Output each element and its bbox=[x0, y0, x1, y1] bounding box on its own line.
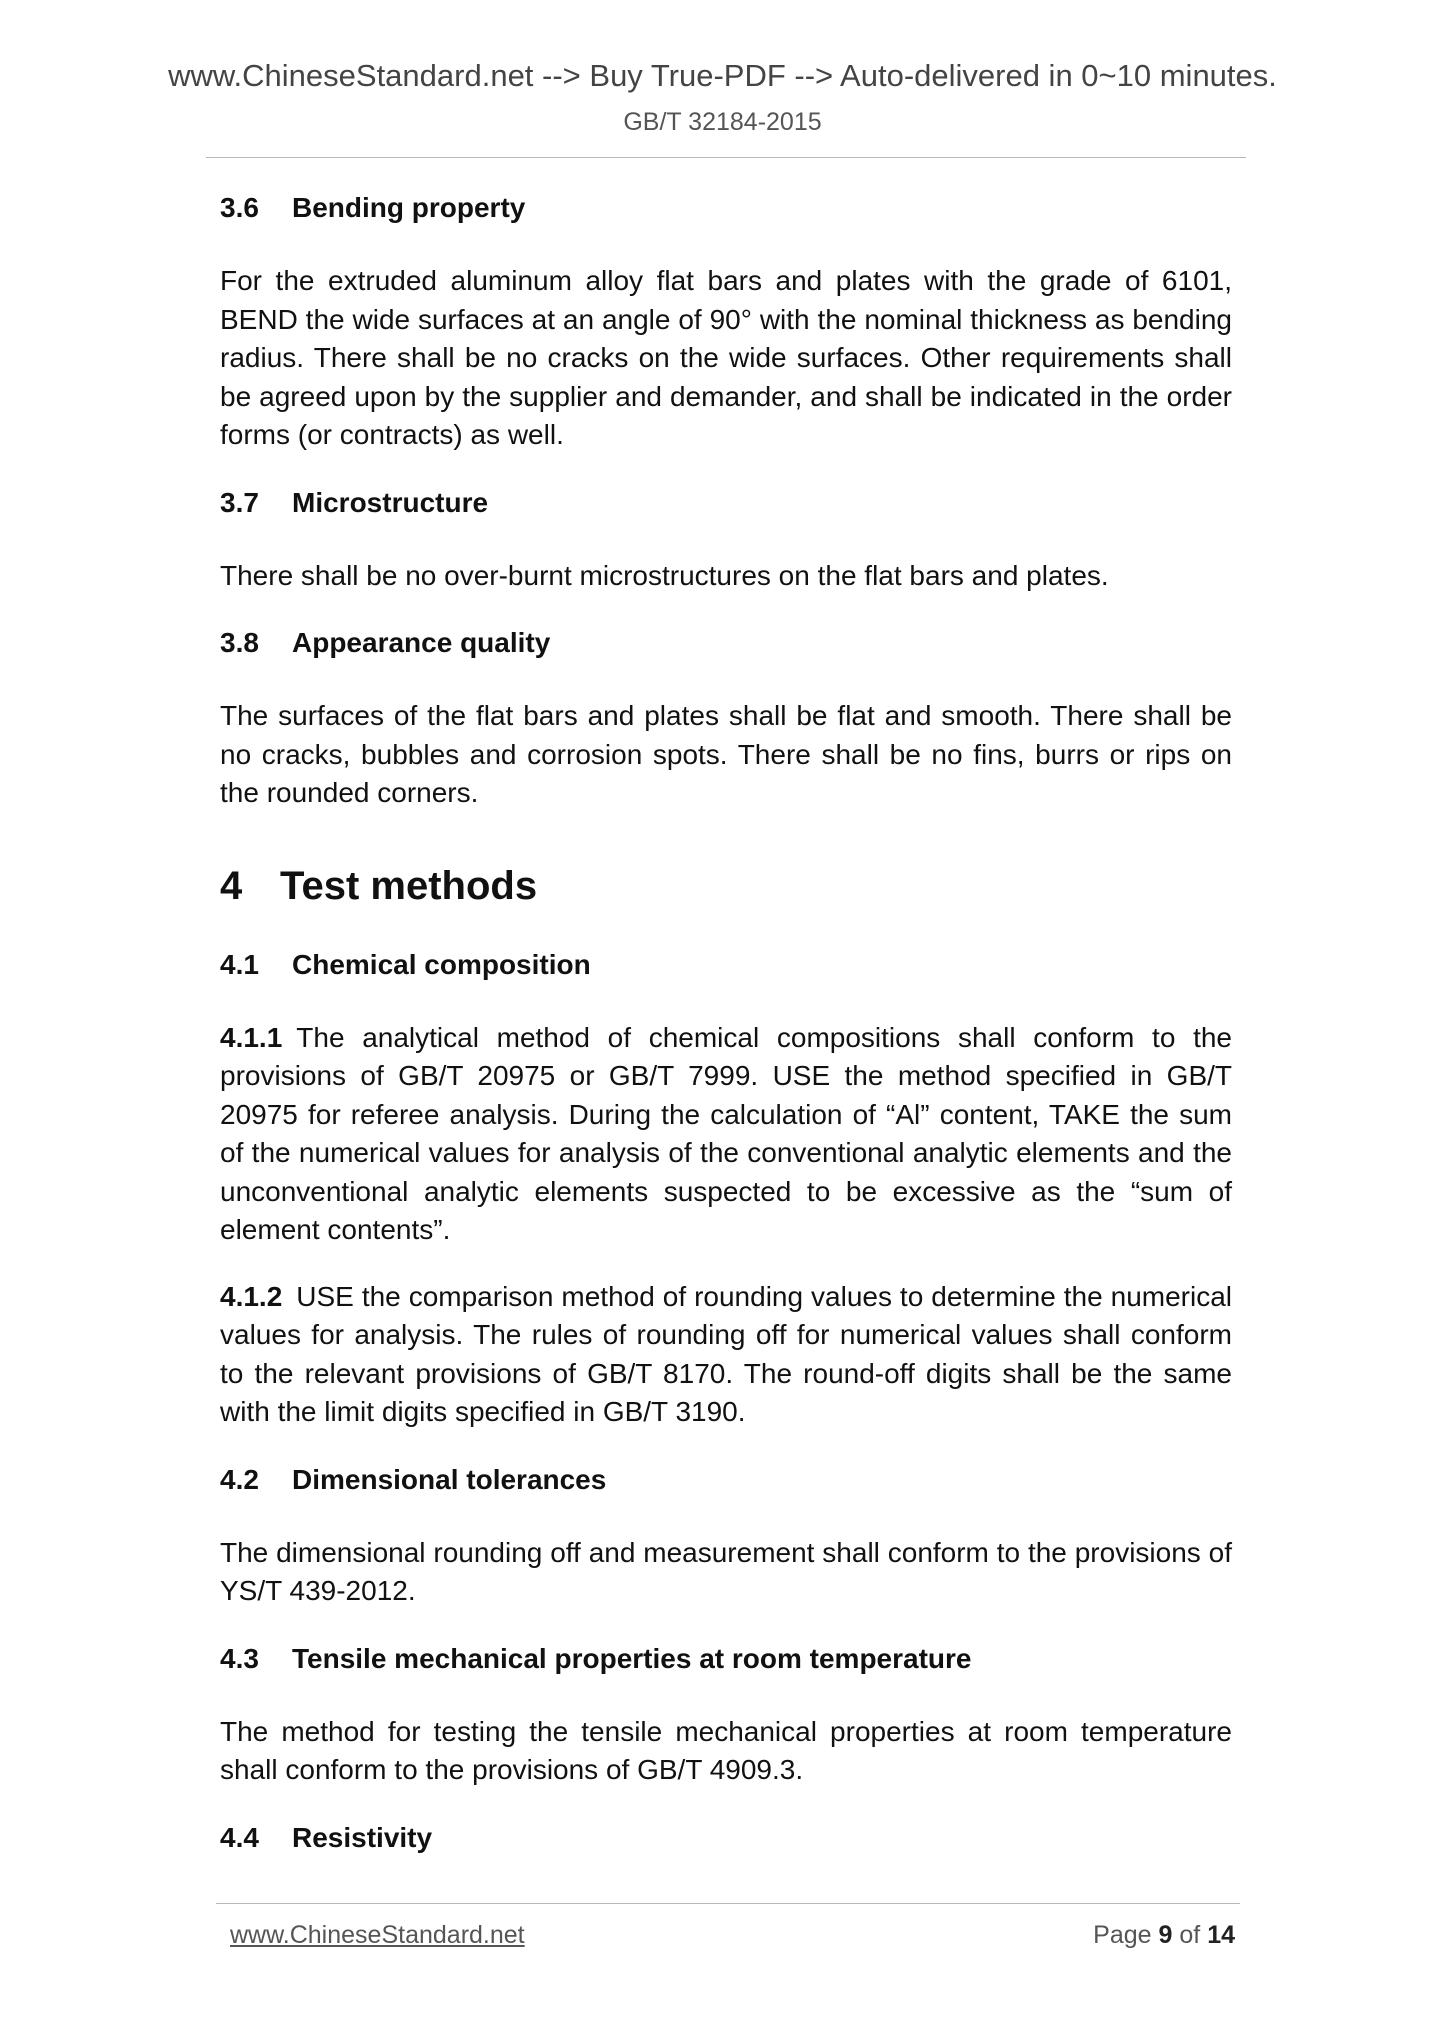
page-of: of bbox=[1179, 1921, 1201, 1949]
section-paragraph-4-3: The method for testing the tensile mechanical properties at room temperature shall conform to the provisions of GB/T 4909.3. bbox=[220, 1715, 1232, 1785]
chapter-number: 4 bbox=[220, 863, 243, 908]
clause-text: The analytical method of chemical compositions shall conform to the provisions of GB/T 20975 or GB/T 7999. USE the method specified in GB/T 20975 for referee analysis. During the calculation of “Al” content, TAKE the sum of the numerical values for analysis of the conventional analytic elements and the unconventional analytic elements suspected to be excessive as the “sum of element contents”. bbox=[220, 1021, 1232, 1245]
section-number: 3.6 bbox=[220, 192, 259, 223]
section-number: 4.1 bbox=[220, 948, 259, 980]
section-title: Tensile mechanical properties at room temperature bbox=[292, 1642, 972, 1674]
section-heading-4-2 bbox=[220, 1460, 1232, 1500]
section-title: Microstructure bbox=[292, 486, 489, 518]
footer-website-link[interactable]: www.ChineseStandard.net bbox=[230, 1921, 525, 1949]
footer-divider bbox=[216, 1903, 1240, 1904]
section-heading-3-8 bbox=[220, 623, 1232, 663]
clause-text: USE the comparison method of rounding values to determine the numerical values for analysis. The rules of rounding off for numerical values shall conform to the relevant provisions of GB/T 8170. The round-off digits shall be the same with the limit digits specified in GB/T 3190. bbox=[220, 1280, 1232, 1427]
section-title: Resistivity bbox=[292, 1821, 433, 1853]
section-title: Bending property bbox=[292, 192, 526, 223]
page-number bbox=[1093, 1921, 1235, 1950]
section-paragraph-3-7: There shall be no over-burnt microstructures on the flat bars and plates. bbox=[220, 559, 1109, 591]
page-total: 14 bbox=[1207, 1921, 1235, 1949]
section-paragraph-3-6: For the extruded aluminum alloy flat bars and plates with the grade of 6101, BEND the wide surfaces at an angle of 90° with the nominal thickness as bending radius. There shall be no cracks on the wide surfaces. Other requirements shall be agreed upon by the supplier and demander, and shall be indicated in the order forms (or contracts) as well. bbox=[220, 265, 1232, 450]
section-paragraph-4-2: The dimensional rounding off and measurement shall conform to the provisions of YS/T 439-2012. bbox=[220, 1536, 1232, 1606]
clause-number: 4.1.2 bbox=[220, 1280, 283, 1312]
section-title: Chemical composition bbox=[292, 948, 591, 980]
page-current: 9 bbox=[1158, 1921, 1173, 1949]
header-divider bbox=[206, 157, 1246, 158]
clause-4-1-2 bbox=[220, 1278, 1232, 1432]
header-banner: www.ChineseStandard.net --> Buy True-PDF --> Auto-delivered in 0~10 minutes. bbox=[168, 58, 1277, 93]
section-heading-3-6 bbox=[220, 188, 1232, 228]
clause-number: 4.1.1 bbox=[220, 1021, 283, 1053]
section-title: Appearance quality bbox=[292, 627, 551, 658]
section-title: Dimensional tolerances bbox=[292, 1463, 607, 1495]
section-heading-4-3 bbox=[220, 1639, 1232, 1679]
section-paragraph-3-8: The surfaces of the flat bars and plates shall be flat and smooth. There shall be no cracks, bubbles and corrosion spots. There shall be no fins, burrs or rips on the rounded corners. bbox=[220, 700, 1232, 808]
chapter-heading-4 bbox=[220, 861, 1232, 911]
section-heading-4-4 bbox=[220, 1818, 1232, 1858]
section-heading-4-1 bbox=[220, 945, 1232, 985]
clause-4-1-1 bbox=[220, 1019, 1232, 1250]
section-number: 3.8 bbox=[220, 627, 259, 658]
document-code: GB/T 32184-2015 bbox=[623, 108, 822, 136]
document-body bbox=[220, 188, 1232, 1892]
section-number: 4.2 bbox=[220, 1463, 259, 1495]
section-heading-3-7 bbox=[220, 483, 1232, 523]
chapter-title: Test methods bbox=[280, 863, 538, 908]
section-number: 4.4 bbox=[220, 1821, 259, 1853]
section-number: 3.7 bbox=[220, 486, 259, 518]
page-label: Page bbox=[1093, 1921, 1152, 1949]
section-number: 4.3 bbox=[220, 1642, 259, 1674]
